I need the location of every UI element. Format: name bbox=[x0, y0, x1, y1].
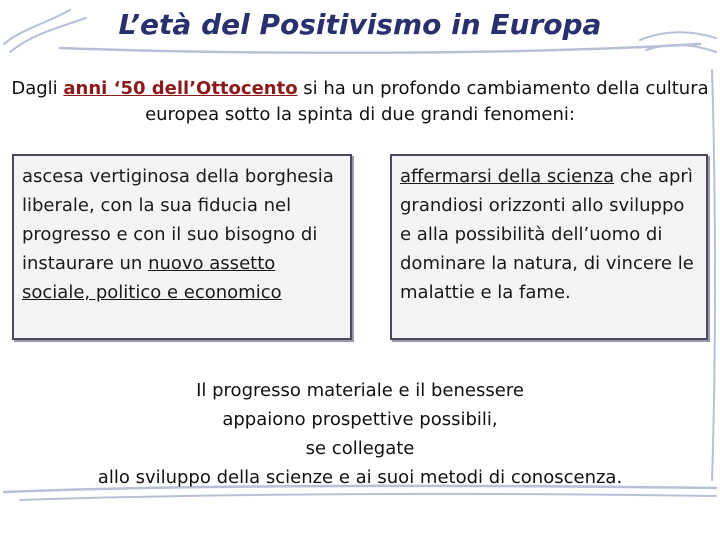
closing-line-1: Il progresso materiale e il benessere bbox=[196, 380, 524, 401]
closing-line-2: appaiono prospettive possibili, bbox=[222, 409, 498, 430]
right-phenomenon-box bbox=[390, 154, 708, 340]
right-box-underlined: affermarsi della scienza bbox=[400, 166, 615, 187]
right-box-text: che aprì grandiosi orizzonti allo sviluppo e alla possibilità dell’uomo di dominare la natura, di vincere le malattie e la fame. bbox=[400, 166, 694, 303]
left-box-text: ascesa vertiginosa della borghesia liberale, con la sua fiducia nel progresso e con il suo bisogno di instaurare un bbox=[22, 166, 334, 274]
swirl-top-right-2 bbox=[646, 45, 716, 52]
left-box-underlined: nuovo assetto sociale, politico e economico bbox=[22, 253, 282, 303]
left-phenomenon-box bbox=[12, 154, 352, 340]
swirl-bottom-2 bbox=[20, 494, 716, 500]
page-title: L’età del Positivismo in Europa bbox=[118, 8, 602, 41]
intro-prefix: Dagli bbox=[11, 78, 64, 99]
closing-line-4: allo sviluppo della scienze e ai suoi metodi di conoscenza. bbox=[97, 467, 623, 488]
intro-highlight: anni ‘50 dell’Ottocento bbox=[63, 78, 298, 99]
closing-paragraph bbox=[10, 376, 710, 492]
intro-suffix: si ha un profondo cambiamento della cultura europea sotto la spinta di due grandi fenomeni: bbox=[145, 78, 709, 125]
intro-paragraph bbox=[10, 76, 710, 128]
closing-line-3: se collegate bbox=[305, 438, 415, 459]
swirl-right-edge bbox=[712, 70, 715, 480]
swirl-title-under bbox=[60, 44, 700, 53]
